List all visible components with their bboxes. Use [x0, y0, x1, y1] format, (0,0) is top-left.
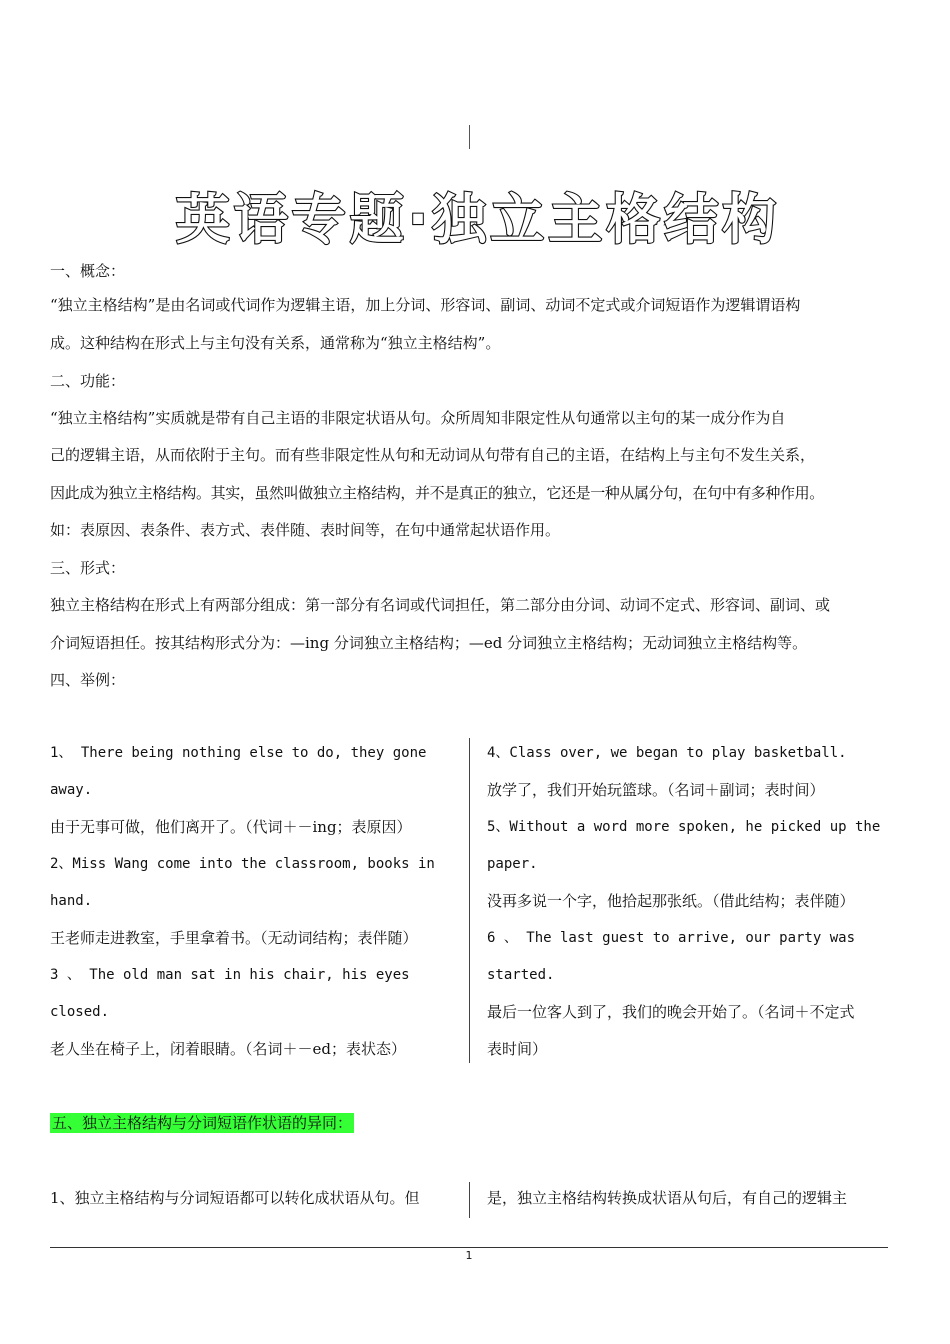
example-line: 由于无事可做，他们离开了。（代词＋－ing；表原因）	[50, 818, 412, 836]
section-heading-function: 二、功能：	[50, 372, 126, 390]
example-line: 2、Miss Wang come into the classroom, books in	[50, 856, 435, 872]
column-divider	[469, 738, 470, 1063]
example-line: 老人坐在椅子上，闭着眼睛。（名词＋－ed；表状态）	[50, 1040, 406, 1058]
section-heading-concept: 一、概念：	[50, 262, 126, 280]
column-divider	[469, 1182, 470, 1218]
example-text: 1、 There being nothing else to do, they gone	[50, 745, 427, 761]
form-line-2: 介词短语担任。按其结构形式分为：—ing 分词独立主格结构；—ed 分词独立主格结构；无动词独立主格结构等。	[50, 634, 808, 652]
example-line: 最后一位客人到了，我们的晚会开始了。（名词＋不定式	[487, 1003, 855, 1021]
concept-line-2: 成。这种结构在形式上与主句没有关系，通常称为“独立主格结构”。	[50, 334, 501, 352]
example-line: 6 、 The last guest to arrive, our party was	[487, 930, 856, 946]
example-line: 4、Class over, we began to play basketball.	[487, 745, 847, 761]
example-line	[50, 735, 453, 772]
example-line: hand.	[50, 893, 93, 909]
example-line: 3 、 The old man sat in his chair, his eyes	[50, 967, 410, 983]
example-line: 放学了，我们开始玩篮球。（名词＋副词；表时间）	[487, 781, 825, 799]
example-line: started.	[487, 967, 555, 983]
function-line-4: 如：表原因、表条件、表方式、表伴随、表时间等，在句中通常起状语作用。	[50, 521, 561, 539]
concept-line-1: “独立主格结构”是由名词或代词作为逻辑主语，加上分词、形容词、副词、动词不定式或介词短语作为逻辑谓语构	[50, 296, 801, 314]
examples-right-column	[487, 735, 890, 1068]
comparison-left-line: 1、独立主格结构与分词短语都可以转化成状语从句。但	[50, 1189, 420, 1207]
svg-text:英语专题·独立主格结构: 英语专题·独立主格结构	[175, 188, 781, 250]
function-line-1: “独立主格结构”实质就是带有自己主语的非限定状语从句。众所周知非限定性从句通常以主句的某一成分作为自	[50, 409, 786, 427]
example-line: 王老师走进教室，手里拿着书。（无动词结构；表伴随）	[50, 929, 418, 947]
example-line: 5、Without a word more spoken, he picked up the	[487, 819, 881, 835]
highlighted-heading: 五、独立主格结构与分词短语作状语的异同：	[52, 1114, 353, 1132]
function-line-3: 因此成为独立主格结构。其实，虽然叫做独立主格结构，并不是真正的独立，它还是一种从属分句，在句中有多种作用。	[50, 484, 824, 502]
example-line: away.	[50, 782, 93, 798]
example-line: 表时间）	[487, 1040, 548, 1058]
function-line-2: 己的逻辑主语，从而依附于主句。而有些非限定性从句和无动词从句带有自己的主语，在结构上与主句不发生关系，	[50, 446, 816, 464]
examples-left-column	[50, 735, 453, 1068]
page-title	[48, 188, 908, 250]
example-line: closed.	[50, 1004, 110, 1020]
form-line-1: 独立主格结构在形式上有两部分组成：第一部分有名词或代词担任，第二部分由分词、动词不定式、形容词、副词、或	[50, 596, 831, 614]
header-marker	[469, 125, 470, 149]
section-heading-comparison	[50, 1114, 900, 1132]
example-line: 没再多说一个字，他拾起那张纸。（借此结构；表伴随）	[487, 892, 855, 910]
page-number: 1	[465, 1249, 473, 1262]
footer-rule	[50, 1247, 888, 1248]
section-heading-form: 三、形式：	[50, 559, 126, 577]
comparison-right-line: 是，独立主格结构转换成状语从句后，有自己的逻辑主	[487, 1189, 848, 1207]
section-heading-examples: 四、举例：	[50, 671, 126, 689]
example-line: paper.	[487, 856, 538, 872]
